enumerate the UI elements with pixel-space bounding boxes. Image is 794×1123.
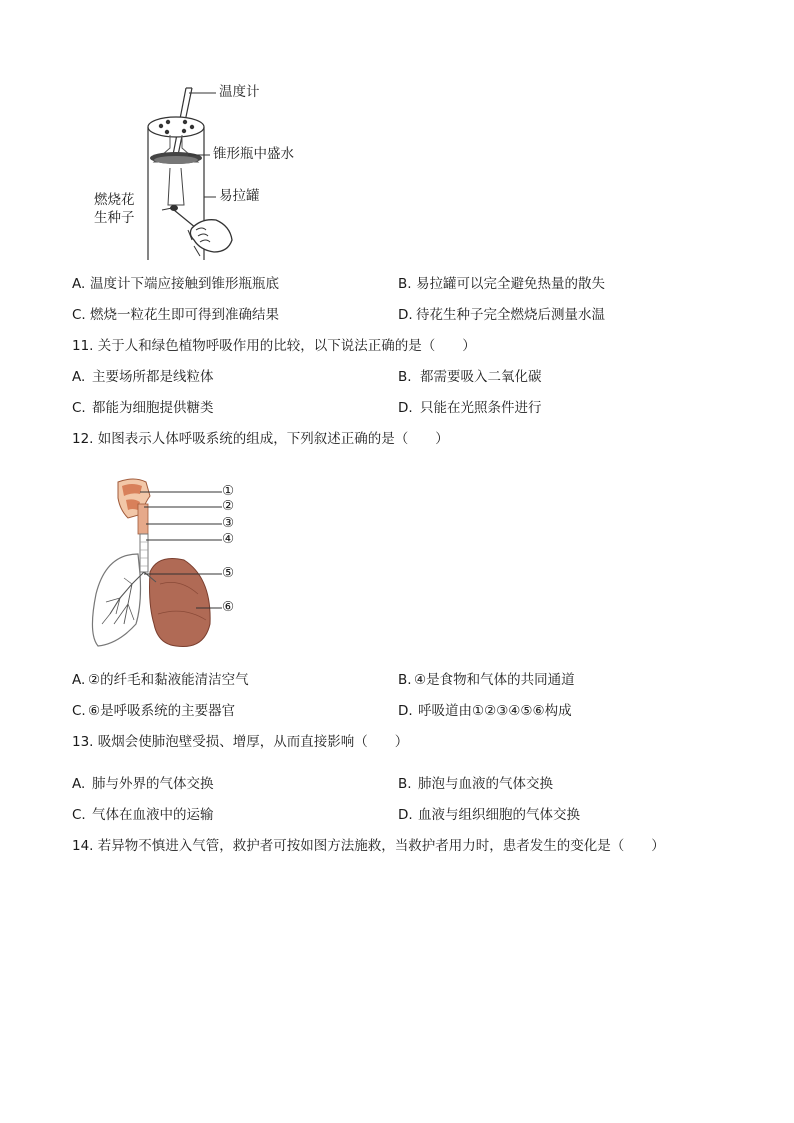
seed-label-line2: 生种子 — [94, 210, 135, 226]
respiratory-label-6: ⑥ — [222, 599, 235, 615]
q12-stem: 12. 如图表示人体呼吸系统的组成，下列叙述正确的是（ ） — [72, 431, 449, 447]
option-letter: A. — [72, 369, 86, 385]
option-letter: A. — [72, 776, 86, 792]
option-text: 呼吸道由①②③④⑤⑥构成 — [418, 703, 572, 719]
respiratory-label-4: ④ — [222, 531, 235, 547]
flask-label: 锥形瓶中盛水 — [213, 146, 294, 162]
option-letter: C. — [72, 307, 86, 323]
option-text: 待花生种子完全燃烧后测量水温 — [416, 307, 605, 323]
option-text: 燃烧一粒花生即可得到准确结果 — [90, 307, 279, 323]
respiratory-label-5: ⑤ — [222, 565, 235, 581]
option-letter: D. — [398, 703, 413, 719]
option-letter: A. — [72, 672, 86, 688]
can-label: 易拉罐 — [219, 188, 260, 204]
option-letter: C. — [72, 400, 86, 416]
peanut-burning-diagram — [88, 80, 318, 270]
option-letter: B. — [398, 369, 412, 385]
peanut-burning-figure — [88, 80, 318, 270]
option-text: 肺泡与血液的气体交换 — [418, 776, 553, 792]
option-text: 气体在血液中的运输 — [92, 807, 214, 823]
option-letter: C. — [72, 703, 86, 719]
q13-stem: 13. 吸烟会使肺泡壁受损、增厚，从而直接影响（ ） — [72, 734, 409, 750]
seed-label-line1: 燃烧花 — [94, 192, 135, 208]
option-text: 都能为细胞提供糖类 — [92, 400, 214, 416]
q11-stem: 11. 关于人和绿色植物呼吸作用的比较，以下说法正确的是（ ） — [72, 338, 476, 354]
option-text: 都需要吸入二氧化碳 — [420, 369, 542, 385]
option-text: 主要场所都是线粒体 — [92, 369, 214, 385]
option-letter: A. — [72, 276, 86, 292]
option-letter: B. — [398, 276, 412, 292]
option-text: ②的纤毛和黏液能清洁空气 — [88, 672, 249, 688]
thermometer-label: 温度计 — [219, 84, 260, 100]
option-text: 易拉罐可以完全避免热量的散失 — [416, 276, 605, 292]
option-text: ⑥是呼吸系统的主要器官 — [88, 703, 236, 719]
respiratory-label-3: ③ — [222, 515, 235, 531]
option-text: 只能在光照条件进行 — [420, 400, 542, 416]
q14-stem: 14. 若异物不慎进入气管，救护者可按如图方法施救，当救护者用力时，患者发生的变化是（ ） — [72, 838, 665, 854]
respiratory-label-1: ① — [222, 483, 235, 499]
option-letter: B. — [398, 776, 412, 792]
option-letter: B. — [398, 672, 412, 688]
option-letter: D. — [398, 307, 413, 323]
option-text: 温度计下端应接触到锥形瓶瓶底 — [90, 276, 279, 292]
option-letter: D. — [398, 807, 413, 823]
option-letter: C. — [72, 807, 86, 823]
respiratory-system-figure — [84, 474, 254, 654]
option-letter: D. — [398, 400, 413, 416]
respiratory-label-2: ② — [222, 498, 235, 514]
option-text: 血液与组织细胞的气体交换 — [418, 807, 580, 823]
option-text: ④是食物和气体的共同通道 — [414, 672, 575, 688]
option-text: 肺与外界的气体交换 — [92, 776, 214, 792]
